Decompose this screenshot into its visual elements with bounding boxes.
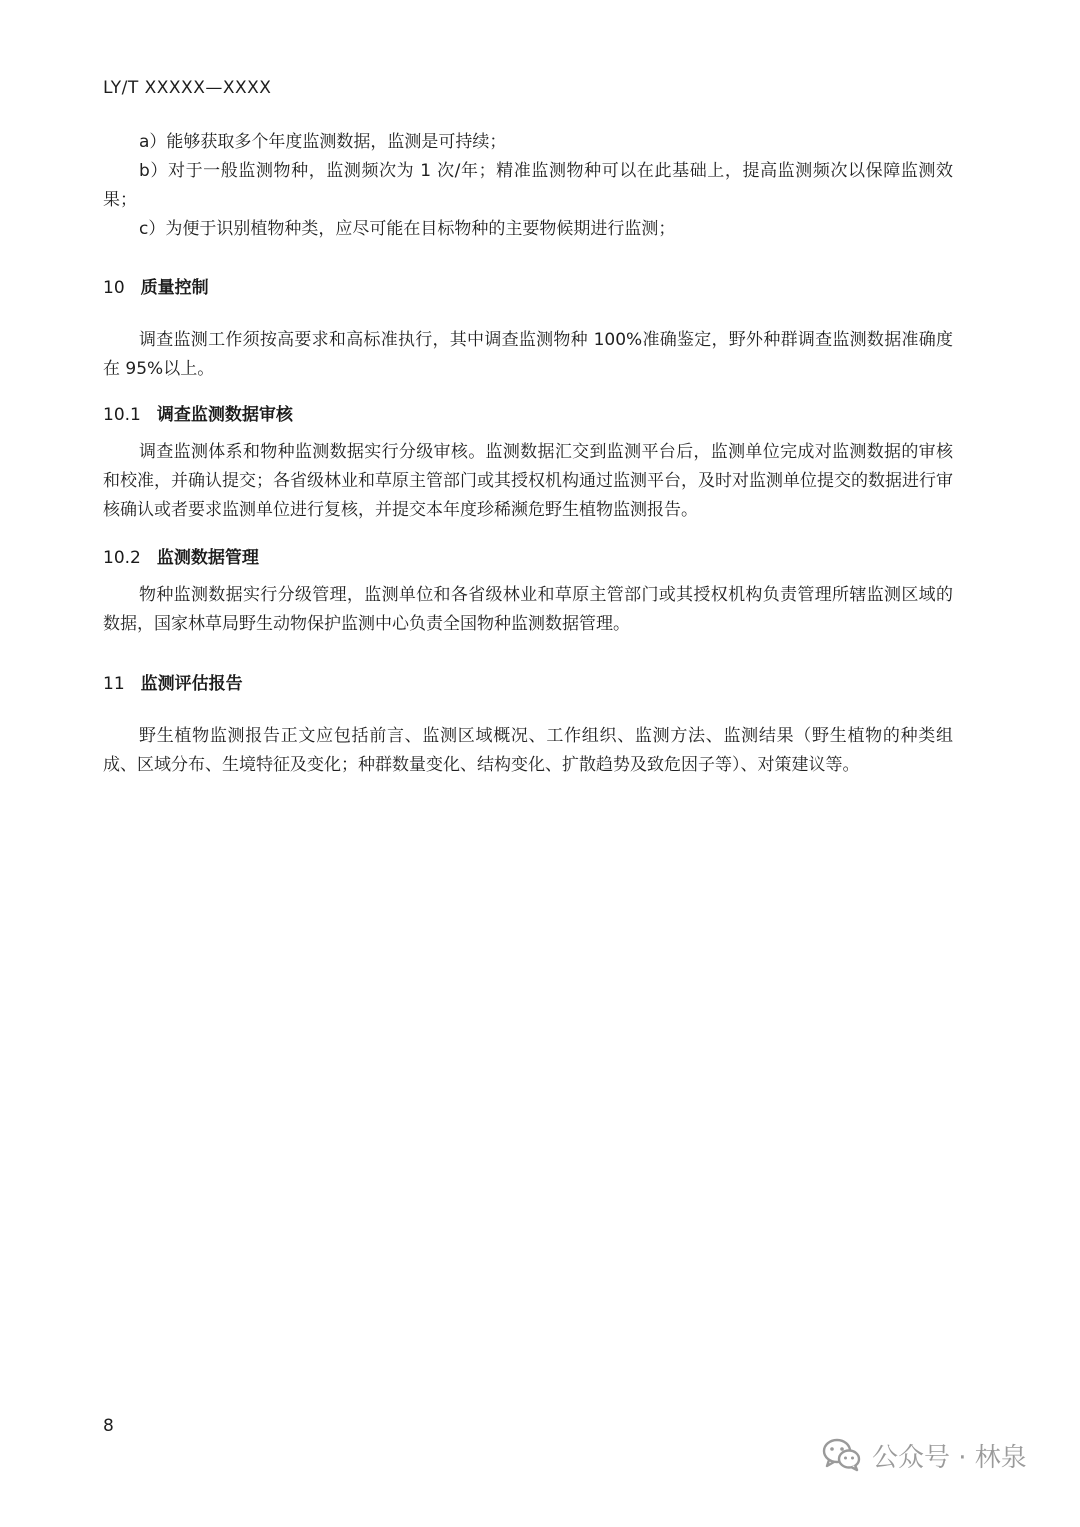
- section-11-title: 监测评估报告: [140, 674, 243, 694]
- section-10-2-body: 物种监测数据实行分级管理，监测单位和各省级林业和草原主管部门或其授权机构负责管理所辖监测区域的数据，国家林草局野生动物保护监测中心负责全国物种监测数据管理。: [103, 585, 953, 634]
- section-10-number: 10: [103, 278, 125, 298]
- section-10-body: 调查监测工作须按高要求和高标准执行，其中调查监测物种 100%准确鉴定，野外种群调查监测数据准确度在 95%以上。: [103, 330, 953, 379]
- section-10-1-number: 10.1: [103, 405, 141, 425]
- section-10-2-heading: [103, 543, 259, 568]
- page-number: 8: [103, 1416, 114, 1436]
- section-10-heading: [103, 273, 209, 298]
- section-10-1-title: 调查监测数据审核: [156, 405, 293, 425]
- section-10-2-number: 10.2: [103, 548, 141, 568]
- section-10-1-heading: [103, 400, 293, 425]
- list-item-a: a）能够获取多个年度监测数据，监测是可持续；: [139, 132, 507, 152]
- list-item-b: b）对于一般监测物种，监测频次为 1 次/年；精准监测物种可以在此基础上，提高监测频次以保障监测效果；: [103, 161, 953, 210]
- list-item-c: c）为便于识别植物种类，应尽可能在目标物种的主要物候期进行监测；: [139, 219, 676, 239]
- section-10-title: 质量控制: [140, 278, 209, 298]
- section-10-2-title: 监测数据管理: [156, 548, 259, 568]
- section-11-heading: [103, 669, 243, 694]
- section-10-1-body: 调查监测体系和物种监测数据实行分级审核。监测数据汇交到监测平台后，监测单位完成对监测数据的审核和校准，并确认提交；各省级林业和草原主管部门或其授权机构通过监测平台，及时对监测单位提交的数据进行审核确认或者要求监测单位进行复核，并提交本年度珍稀濒危野生植物监测报告。: [103, 442, 953, 520]
- watermark: [822, 1433, 1027, 1477]
- section-11-number: 11: [103, 674, 125, 694]
- section-11-body: 野生植物监测报告正文应包括前言、监测区域概况、工作组织、监测方法、监测结果（野生植物的种类组成、区域分布、生境特征及变化；种群数量变化、结构变化、扩散趋势及致危因子等）、对策建议等。: [103, 726, 953, 775]
- watermark-text: 公众号 · 林泉: [872, 1442, 1027, 1473]
- standard-code-header: LY/T XXXXX—XXXX: [103, 78, 272, 98]
- wechat-icon: [822, 1438, 862, 1472]
